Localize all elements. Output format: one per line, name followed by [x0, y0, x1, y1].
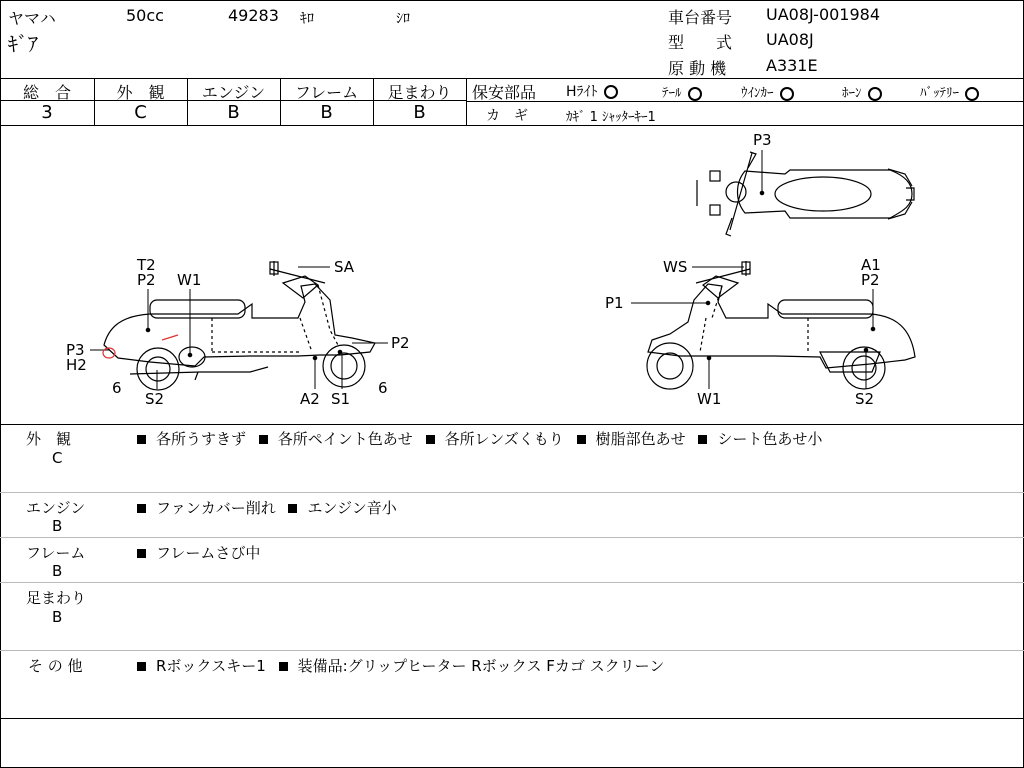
color: ｼﾛ: [396, 11, 410, 27]
score-header-exterior: 外 観: [116, 83, 165, 102]
bullet-square-icon: [698, 435, 707, 444]
safety-item-label: ﾎｰﾝ: [842, 86, 862, 101]
remark-item: 各所ペイント色あせ: [277, 430, 413, 448]
model-name: ｷﾞｱ: [8, 32, 38, 56]
ok-mark-icon: [780, 87, 794, 101]
ok-mark-icon: [688, 87, 702, 101]
remark-grade-engine: B: [52, 517, 63, 535]
ok-mark-icon: [868, 87, 882, 101]
key-label: カ ギ: [486, 108, 528, 124]
type-value: UA08J: [766, 30, 814, 49]
remark-grade-frame: B: [52, 562, 63, 580]
safety-item-tail: [662, 82, 702, 101]
rule: [0, 582, 1024, 583]
remark-category-suspension: 足まわり: [26, 589, 87, 607]
ok-mark-icon: [604, 85, 618, 99]
remark-grade-exterior: C: [52, 449, 63, 467]
engine-label: 原 動 機: [668, 59, 727, 78]
scooter-top-view: [697, 152, 914, 236]
bullet-square-icon: [279, 662, 288, 671]
mileage-unit: ｷﾛ: [300, 11, 314, 27]
score-header-suspension: 足まわり: [387, 83, 452, 102]
bullet-square-icon: [137, 662, 146, 671]
safety-title: 保安部品: [472, 83, 537, 102]
bullet-square-icon: [137, 435, 146, 444]
remark-grade-suspension: B: [52, 608, 63, 626]
safety-item-battery: [920, 82, 979, 101]
remark-item: ファンカバー削れ: [156, 499, 276, 517]
remark-items-frame: [137, 542, 260, 563]
displacement: 50cc: [126, 6, 164, 25]
remark-item: 各所レンズくもり: [444, 430, 564, 448]
rule: [0, 718, 1024, 719]
damage-label: H2: [66, 356, 87, 374]
bullet-square-icon: [137, 504, 146, 513]
bullet-square-icon: [426, 435, 435, 444]
bullet-square-icon: [137, 549, 146, 558]
damage-label: WS: [663, 258, 688, 276]
damage-label: P2: [137, 271, 156, 289]
mileage: 49283: [228, 6, 279, 25]
rule: [0, 424, 1024, 425]
remark-item: 樹脂部色あせ: [595, 430, 686, 448]
chassis-label: 車台番号: [668, 8, 733, 27]
rule: [0, 492, 1024, 493]
damage-label: SA: [334, 258, 355, 276]
damage-label: 6: [378, 379, 388, 397]
remark-category-engine: エンジン: [26, 499, 86, 517]
damage-label: P2: [861, 271, 880, 289]
damage-label: S2: [855, 390, 875, 408]
damage-label: 6: [112, 379, 122, 397]
damage-label: P3: [66, 341, 85, 359]
bullet-square-icon: [288, 504, 297, 513]
damage-label: A2: [300, 390, 320, 408]
safety-item-label: ｳｲﾝｶｰ: [741, 86, 774, 101]
rule: [0, 537, 1024, 538]
key-value: ｶｷﾞ 1 ｼｬｯﾀｰｷｰ1: [566, 110, 656, 125]
remark-items-engine: [137, 497, 397, 518]
remark-item: Rボックスキー1: [156, 657, 266, 675]
score-suspension: B: [413, 102, 426, 123]
chassis-value: UA08J-001984: [766, 5, 881, 24]
remark-category-other: そ の 他: [28, 657, 83, 675]
damage-label: A1: [861, 256, 881, 274]
damage-label: S1: [331, 390, 351, 408]
ok-mark-icon: [965, 87, 979, 101]
rule: [466, 101, 1024, 102]
rule: [0, 78, 1024, 79]
remark-items-other: [137, 655, 664, 676]
remark-item: エンジン音小: [307, 499, 397, 517]
engine-value: A331E: [766, 56, 818, 75]
safety-item-label: ﾃｰﾙ: [662, 86, 682, 101]
rule: [0, 650, 1024, 651]
safety-item-winker: [741, 82, 794, 101]
scooter-damage-diagram: [0, 126, 1024, 424]
score-header-frame: フレーム: [294, 83, 359, 102]
score-frame: B: [320, 102, 333, 123]
score-header-overall: 総 合: [22, 83, 71, 102]
damage-label: P3: [753, 131, 772, 149]
damage-label: P2: [391, 334, 410, 352]
remark-item: 各所うすきず: [156, 430, 247, 448]
maker: ヤマハ: [8, 9, 56, 28]
bullet-square-icon: [259, 435, 268, 444]
safety-item-label: Hﾗｲﾄ: [566, 84, 598, 100]
rule: [466, 78, 467, 125]
damage-label: W1: [697, 390, 722, 408]
damage-label: T2: [137, 256, 156, 274]
safety-item-label: ﾊﾞｯﾃﾘｰ: [920, 86, 959, 101]
remark-item: フレームさび中: [156, 544, 261, 562]
damage-label: W1: [177, 271, 202, 289]
remark-item: 装備品:グリップヒーター Rボックス Fカゴ スクリーン: [297, 657, 665, 675]
remark-category-exterior: 外 観: [26, 430, 72, 448]
remark-item: シート色あせ小: [717, 430, 823, 448]
type-label: 型 式: [668, 33, 733, 52]
damage-label: P1: [605, 294, 624, 312]
damage-label: S2: [145, 390, 165, 408]
safety-item-horn: [842, 82, 882, 101]
score-overall: 3: [41, 102, 53, 123]
remark-items-exterior: [137, 428, 822, 449]
score-engine: B: [227, 102, 240, 123]
safety-item-headlight: [566, 81, 618, 101]
remark-category-frame: フレーム: [26, 544, 86, 562]
bullet-square-icon: [577, 435, 586, 444]
score-header-engine: エンジン: [201, 83, 266, 102]
score-exterior: C: [134, 102, 147, 123]
